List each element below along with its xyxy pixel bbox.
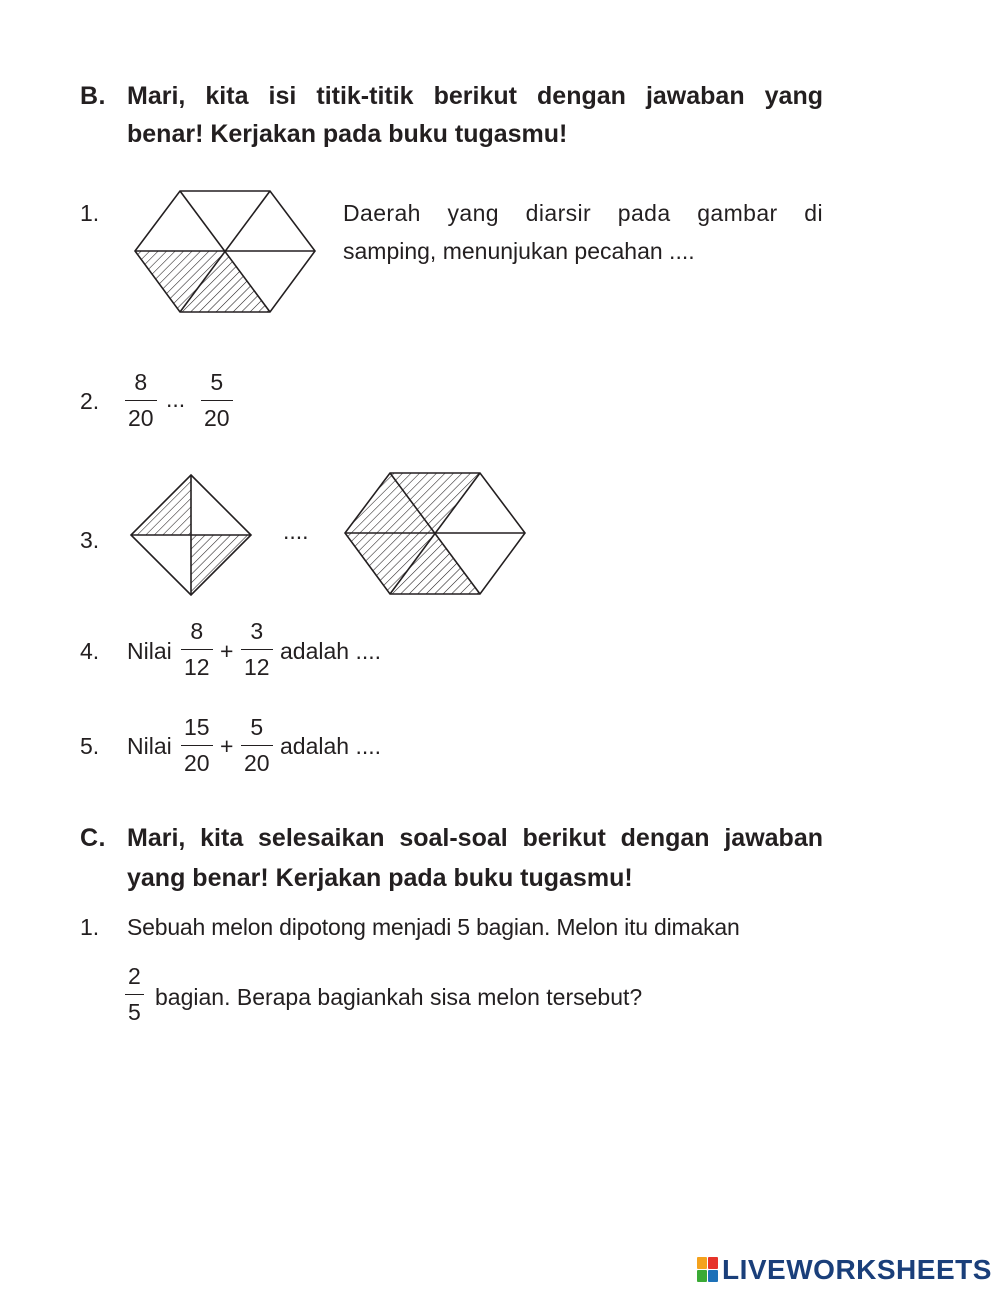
numerator: 2 — [128, 963, 141, 989]
numerator: 8 — [190, 618, 204, 644]
c-question-1-text-line2: bagian. Berapa bagiankah sisa melon tersebut? — [155, 984, 643, 1010]
hexagon-figure-q1 — [134, 190, 316, 314]
section-c-title-line2: yang benar! Kerjakan pada buku tugasmu! — [127, 864, 633, 892]
denominator: 20 — [201, 400, 233, 430]
logo-text: LIVEWORKSHEETS — [722, 1254, 992, 1285]
numerator: 5 — [250, 714, 264, 740]
fraction-15-20 — [181, 716, 213, 775]
denominator: 12 — [181, 649, 213, 679]
denominator: 20 — [125, 400, 157, 430]
b-question-4-number: 4. — [80, 638, 100, 664]
c-question-1-text-line1: Sebuah melon dipotong menjadi 5 bagian. Melon itu dimakan — [127, 914, 740, 940]
numerator: 15 — [184, 714, 210, 740]
section-b-title-line2: benar! Kerjakan pada buku tugasmu! — [127, 120, 568, 148]
b-question-1-text-line2: samping, menunjukan pecahan .... — [343, 238, 695, 264]
b-question-2-number: 2. — [80, 388, 100, 414]
comparison-blank: .... — [283, 518, 309, 544]
b-question-5-number: 5. — [80, 733, 100, 759]
liveworksheets-logo[interactable] — [697, 1254, 992, 1286]
b-question-4-suffix: adalah .... — [280, 638, 382, 664]
denominator: 5 — [125, 994, 144, 1024]
fraction-5-20 — [241, 716, 273, 775]
b-question-5-suffix: adalah .... — [280, 733, 382, 759]
hexagon-figure-q3 — [344, 472, 526, 596]
b-question-3-number: 3. — [80, 527, 100, 553]
section-b-letter: B. — [80, 82, 106, 110]
b-question-4-prefix: Nilai — [127, 638, 172, 664]
liveworksheets-mark-icon — [697, 1257, 719, 1283]
plus-operator: + — [220, 638, 234, 664]
denominator: 12 — [241, 649, 273, 679]
diamond-figure-q3 — [130, 474, 252, 596]
b-question-1-text-line1: Daerah yang diarsir pada gambar di — [343, 200, 823, 226]
fraction-8-12 — [181, 620, 213, 679]
fraction-2-5 — [125, 965, 144, 1024]
numerator: 8 — [134, 369, 148, 395]
fraction-8-20 — [125, 371, 157, 430]
section-c-letter: C. — [80, 824, 106, 852]
denominator: 20 — [181, 745, 213, 775]
fraction-5-20 — [201, 371, 233, 430]
comparison-blank: ... — [166, 386, 186, 412]
numerator: 3 — [250, 618, 264, 644]
b-question-1-number: 1. — [80, 200, 100, 226]
c-question-1-number: 1. — [80, 914, 100, 940]
section-c-title-line1: Mari, kita selesaikan soal-soal berikut dengan jawaban — [127, 824, 823, 852]
b-question-5-prefix: Nilai — [127, 733, 172, 759]
section-b-title-line1: Mari, kita isi titik-titik berikut dengan jawaban yang — [127, 82, 823, 110]
plus-operator: + — [220, 733, 234, 759]
numerator: 5 — [210, 369, 224, 395]
fraction-3-12 — [241, 620, 273, 679]
denominator: 20 — [241, 745, 273, 775]
